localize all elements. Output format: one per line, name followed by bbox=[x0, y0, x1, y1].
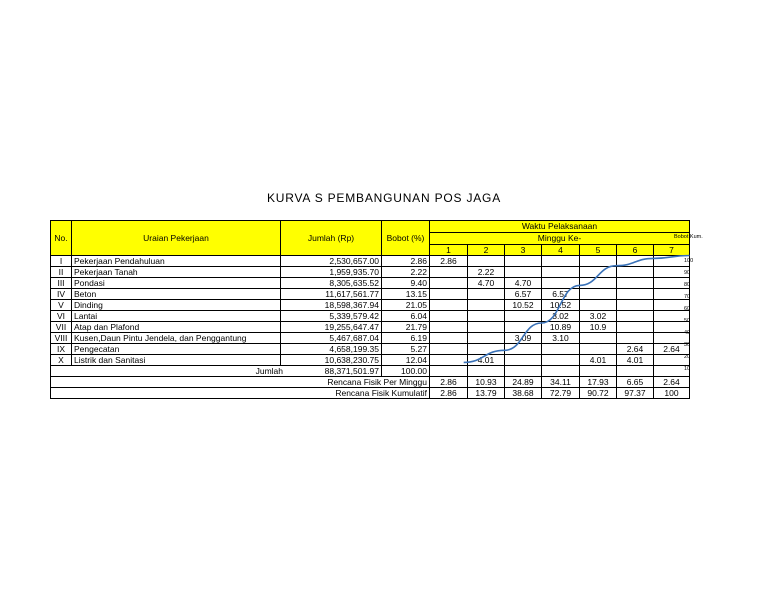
row-week-5 bbox=[580, 278, 617, 289]
row-week-1 bbox=[430, 322, 468, 333]
table-row bbox=[51, 344, 690, 355]
row-week-4: 3.10 bbox=[542, 333, 580, 344]
row-no: V bbox=[51, 300, 72, 311]
scale-label: 90 bbox=[684, 270, 691, 276]
total-label: Jumlah bbox=[255, 365, 283, 376]
row-week-4 bbox=[542, 344, 580, 355]
row-uraian: Pekerjaan Pendahuluan bbox=[72, 256, 281, 267]
row-no: VIII bbox=[51, 333, 72, 344]
row-week-6 bbox=[617, 322, 654, 333]
rencana-kumulatif-label: Rencana Fisik Kumulatif bbox=[51, 388, 430, 399]
row-bobot: 6.04 bbox=[382, 311, 430, 322]
row-week-4 bbox=[542, 355, 580, 366]
row-no: X bbox=[51, 355, 72, 366]
row-bobot: 6.19 bbox=[382, 333, 430, 344]
row-bobot: 5.27 bbox=[382, 344, 430, 355]
row-no: IV bbox=[51, 289, 72, 300]
row-week-3: 6.57 bbox=[505, 289, 542, 300]
row-bobot: 12.04 bbox=[382, 355, 430, 366]
row-bobot: 9.40 bbox=[382, 278, 430, 289]
table-row bbox=[51, 311, 690, 322]
row-week-3: 4.70 bbox=[505, 278, 542, 289]
week-header-6: 6 bbox=[617, 245, 654, 256]
row-jumlah: 1,959,935.70 bbox=[281, 267, 382, 278]
row-week-5 bbox=[580, 300, 617, 311]
row-week-3: 10.52 bbox=[505, 300, 542, 311]
row-week-6: 4.01 bbox=[617, 355, 654, 366]
row-no: IX bbox=[51, 344, 72, 355]
table-row bbox=[51, 333, 690, 344]
scale-label: 50 bbox=[684, 318, 691, 324]
week-header-1: 1 bbox=[430, 245, 468, 256]
row-uraian: Listrik dan Sanitasi bbox=[72, 355, 281, 366]
rencana-kumulatif-week-6: 97.37 bbox=[617, 388, 654, 399]
total-week-empty bbox=[430, 366, 468, 377]
row-uraian: Lantai bbox=[72, 311, 281, 322]
rencana-minggu-row bbox=[51, 377, 690, 388]
row-week-4: 10.89 bbox=[542, 322, 580, 333]
header-bobot: Bobot (%) bbox=[382, 221, 430, 256]
row-week-2 bbox=[468, 300, 505, 311]
scale-label: 80 bbox=[684, 282, 691, 288]
week-header-3: 3 bbox=[505, 245, 542, 256]
row-week-1 bbox=[430, 311, 468, 322]
row-uraian: Pengecatan bbox=[72, 344, 281, 355]
row-week-5 bbox=[580, 289, 617, 300]
row-bobot: 21.05 bbox=[382, 300, 430, 311]
row-jumlah: 18,598,367.94 bbox=[281, 300, 382, 311]
row-week-1 bbox=[430, 300, 468, 311]
rencana-kumulatif-week-1: 2.86 bbox=[430, 388, 468, 399]
rencana-minggu-week-5: 17.93 bbox=[580, 377, 617, 388]
rencana-kumulatif-week-2: 13.79 bbox=[468, 388, 505, 399]
table-row bbox=[51, 300, 690, 311]
week-header-2: 2 bbox=[468, 245, 505, 256]
scale-label: 30 bbox=[684, 342, 691, 348]
row-week-1 bbox=[430, 355, 468, 366]
total-bobot: 100.00 bbox=[382, 366, 430, 377]
row-week-3 bbox=[505, 322, 542, 333]
row-week-5: 3.02 bbox=[580, 311, 617, 322]
row-week-2 bbox=[468, 322, 505, 333]
row-no: II bbox=[51, 267, 72, 278]
row-week-1 bbox=[430, 289, 468, 300]
total-week-empty bbox=[617, 366, 654, 377]
rencana-kumulatif-row bbox=[51, 388, 690, 399]
rencana-minggu-week-2: 10.93 bbox=[468, 377, 505, 388]
scale-label: 20 bbox=[684, 354, 691, 360]
row-week-7: 2.64 bbox=[654, 344, 690, 355]
row-week-3: 3.09 bbox=[505, 333, 542, 344]
row-week-4 bbox=[542, 267, 580, 278]
row-week-6 bbox=[617, 333, 654, 344]
table-row bbox=[51, 267, 690, 278]
rencana-minggu-week-7: 2.64 bbox=[654, 377, 690, 388]
row-week-6: 2.64 bbox=[617, 344, 654, 355]
rencana-minggu-week-6: 6.65 bbox=[617, 377, 654, 388]
row-uraian: Dinding bbox=[72, 300, 281, 311]
scale-title: Bobot Kum. bbox=[674, 234, 703, 240]
row-week-3 bbox=[505, 344, 542, 355]
row-no: III bbox=[51, 278, 72, 289]
row-week-4: 10.52 bbox=[542, 300, 580, 311]
row-week-2: 4.01 bbox=[468, 355, 505, 366]
row-week-1 bbox=[430, 344, 468, 355]
rencana-kumulatif-week-4: 72.79 bbox=[542, 388, 580, 399]
page-title: KURVA S PEMBANGUNAN POS JAGA bbox=[266, 191, 501, 205]
kurva-s-table bbox=[50, 220, 690, 399]
rencana-kumulatif-week-7: 100 bbox=[654, 388, 690, 399]
row-week-2 bbox=[468, 311, 505, 322]
total-week-empty bbox=[468, 366, 505, 377]
row-week-1 bbox=[430, 267, 468, 278]
row-uraian: Atap dan Plafond bbox=[72, 322, 281, 333]
row-week-2 bbox=[468, 344, 505, 355]
row-week-3 bbox=[505, 256, 542, 267]
table-row bbox=[51, 278, 690, 289]
scale-label: 10 bbox=[684, 366, 691, 372]
header-uraian: Uraian Pekerjaan bbox=[72, 221, 281, 256]
row-week-4 bbox=[542, 256, 580, 267]
row-bobot: 13.15 bbox=[382, 289, 430, 300]
row-week-5 bbox=[580, 344, 617, 355]
rencana-minggu-week-3: 24.89 bbox=[505, 377, 542, 388]
header-waktu: Waktu Pelaksanaan bbox=[430, 221, 690, 233]
total-label-jumlah bbox=[51, 366, 382, 377]
row-jumlah: 8,305,635.52 bbox=[281, 278, 382, 289]
table-row bbox=[51, 256, 690, 267]
rencana-minggu-week-4: 34.11 bbox=[542, 377, 580, 388]
row-week-4 bbox=[542, 278, 580, 289]
row-jumlah: 19,255,647.47 bbox=[281, 322, 382, 333]
row-uraian: Beton bbox=[72, 289, 281, 300]
row-jumlah: 10,638,230.75 bbox=[281, 355, 382, 366]
row-bobot: 2.86 bbox=[382, 256, 430, 267]
row-jumlah: 11,617,561.77 bbox=[281, 289, 382, 300]
row-week-5 bbox=[580, 267, 617, 278]
row-week-6 bbox=[617, 311, 654, 322]
row-bobot: 2.22 bbox=[382, 267, 430, 278]
week-header-7: 7 bbox=[654, 245, 690, 256]
row-week-6 bbox=[617, 267, 654, 278]
total-jumlah: 88,371,501.97 bbox=[324, 365, 379, 376]
total-week-empty bbox=[542, 366, 580, 377]
row-jumlah: 5,339,579.42 bbox=[281, 311, 382, 322]
total-week-empty bbox=[505, 366, 542, 377]
row-week-2: 4.70 bbox=[468, 278, 505, 289]
row-no: VI bbox=[51, 311, 72, 322]
scale-label: 100 bbox=[684, 258, 694, 264]
row-week-3 bbox=[505, 355, 542, 366]
total-row bbox=[51, 366, 690, 377]
row-week-6 bbox=[617, 256, 654, 267]
header-jumlah: Jumlah (Rp) bbox=[281, 221, 382, 256]
row-week-1 bbox=[430, 278, 468, 289]
row-week-4: 6.57 bbox=[542, 289, 580, 300]
week-header-5: 5 bbox=[580, 245, 617, 256]
rencana-kumulatif-week-3: 38.68 bbox=[505, 388, 542, 399]
row-week-5 bbox=[580, 333, 617, 344]
row-uraian: Kusen,Daun Pintu Jendela, dan Penggantung bbox=[72, 333, 281, 344]
table-body bbox=[51, 221, 690, 399]
row-week-6 bbox=[617, 289, 654, 300]
row-week-1: 2.86 bbox=[430, 256, 468, 267]
scale-label: 40 bbox=[684, 330, 691, 336]
table-row bbox=[51, 355, 690, 366]
row-jumlah: 5,467,687.04 bbox=[281, 333, 382, 344]
row-week-2 bbox=[468, 256, 505, 267]
scale-label: 60 bbox=[684, 306, 691, 312]
scale-label: 70 bbox=[684, 294, 691, 300]
row-week-2 bbox=[468, 333, 505, 344]
row-week-5: 4.01 bbox=[580, 355, 617, 366]
row-jumlah: 4,658,199.35 bbox=[281, 344, 382, 355]
row-week-6 bbox=[617, 278, 654, 289]
row-bobot: 21.79 bbox=[382, 322, 430, 333]
row-week-3 bbox=[505, 311, 542, 322]
table-row bbox=[51, 322, 690, 333]
total-week-empty bbox=[580, 366, 617, 377]
row-week-2 bbox=[468, 289, 505, 300]
rencana-minggu-week-1: 2.86 bbox=[430, 377, 468, 388]
row-no: I bbox=[51, 256, 72, 267]
row-week-3 bbox=[505, 267, 542, 278]
table-row bbox=[51, 289, 690, 300]
row-week-5 bbox=[580, 256, 617, 267]
row-week-1 bbox=[430, 333, 468, 344]
row-week-2: 2.22 bbox=[468, 267, 505, 278]
row-week-4: 3.02 bbox=[542, 311, 580, 322]
row-uraian: Pekerjaan Tanah bbox=[72, 267, 281, 278]
row-uraian: Pondasi bbox=[72, 278, 281, 289]
header-no: No. bbox=[51, 221, 72, 256]
row-no: VII bbox=[51, 322, 72, 333]
row-week-5: 10.9 bbox=[580, 322, 617, 333]
rencana-kumulatif-week-5: 90.72 bbox=[580, 388, 617, 399]
header-minggu: Minggu Ke- bbox=[430, 233, 690, 245]
week-header-4: 4 bbox=[542, 245, 580, 256]
row-week-6 bbox=[617, 300, 654, 311]
row-jumlah: 2,530,657.00 bbox=[281, 256, 382, 267]
rencana-minggu-label: Rencana Fisik Per Minggu bbox=[51, 377, 430, 388]
